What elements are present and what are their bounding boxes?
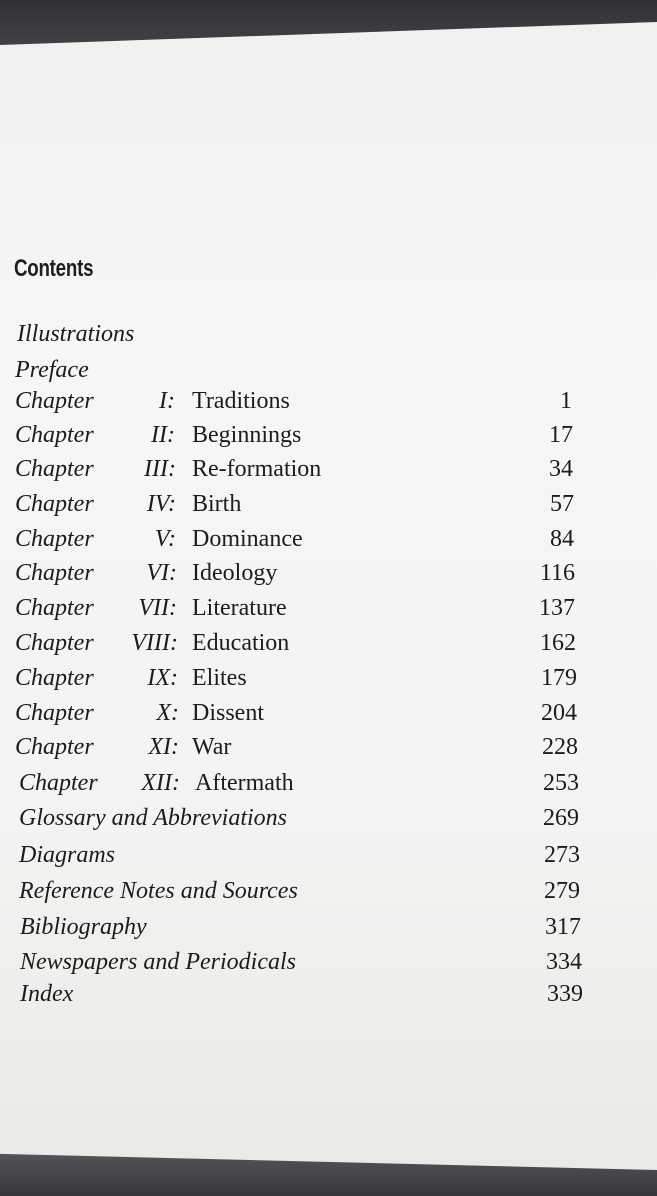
toc-entry-diagrams bbox=[0, 839, 657, 871]
chapter-title: Education bbox=[192, 630, 290, 656]
chapter-title: Elites bbox=[192, 665, 247, 691]
chapter-label: Chapter bbox=[15, 734, 94, 760]
chapter-title: Traditions bbox=[192, 388, 290, 414]
toc-entry-chapter-8 bbox=[0, 627, 657, 659]
page-number: 1 bbox=[560, 388, 572, 414]
toc-entry-reference-notes bbox=[0, 875, 657, 907]
chapter-numeral: IV: bbox=[146, 491, 176, 517]
page-number: 228 bbox=[542, 734, 578, 760]
chapter-title: Aftermath bbox=[195, 770, 294, 796]
chapter-numeral: X: bbox=[156, 700, 179, 726]
toc-entry-chapter-5 bbox=[0, 523, 657, 555]
chapter-numeral: I: bbox=[159, 388, 175, 414]
page-number: 279 bbox=[544, 878, 580, 904]
page-number: 34 bbox=[549, 456, 573, 482]
chapter-title: Birth bbox=[192, 491, 242, 517]
chapter-numeral: XII: bbox=[141, 770, 180, 796]
chapter-numeral: VI: bbox=[146, 560, 177, 586]
chapter-label: Chapter bbox=[15, 526, 94, 552]
toc-entry-title: Reference Notes and Sources bbox=[19, 878, 298, 904]
chapter-numeral: VIII: bbox=[131, 630, 178, 656]
chapter-label: Chapter bbox=[15, 595, 94, 621]
toc-entry-chapter-3 bbox=[0, 453, 657, 485]
chapter-label: Chapter bbox=[15, 665, 94, 691]
chapter-title: Ideology bbox=[192, 560, 278, 586]
toc-entry-preface bbox=[0, 354, 657, 386]
toc-entry-glossary bbox=[0, 802, 657, 834]
toc-entry-chapter-9 bbox=[0, 662, 657, 694]
chapter-label: Chapter bbox=[15, 491, 94, 517]
page-number: 269 bbox=[543, 805, 579, 831]
toc-entry-chapter-12 bbox=[0, 767, 657, 799]
page-number: 334 bbox=[546, 949, 582, 975]
toc-entry-chapter-4 bbox=[0, 488, 657, 520]
toc-entry-title: Preface bbox=[15, 357, 89, 383]
chapter-label: Chapter bbox=[15, 630, 94, 656]
toc-entry-chapter-10 bbox=[0, 697, 657, 729]
toc-entry-title: Index bbox=[20, 981, 74, 1007]
toc-entry-chapter-6 bbox=[0, 557, 657, 589]
chapter-title: Re-formation bbox=[192, 456, 322, 482]
page-number: 339 bbox=[547, 981, 583, 1007]
toc-entry-index bbox=[0, 978, 657, 1010]
chapter-title: Literature bbox=[192, 595, 287, 621]
chapter-label: Chapter bbox=[15, 700, 94, 726]
chapter-label: Chapter bbox=[15, 422, 94, 448]
page-number: 57 bbox=[550, 491, 574, 517]
chapter-title: Beginnings bbox=[192, 422, 302, 448]
toc-entry-title: Illustrations bbox=[17, 321, 135, 347]
chapter-label: Chapter bbox=[19, 770, 98, 796]
toc-entry-illustrations bbox=[0, 318, 657, 350]
page-number: 204 bbox=[541, 700, 577, 726]
page-number: 317 bbox=[545, 914, 581, 940]
contents-heading: Contents bbox=[14, 255, 94, 282]
toc-entry-chapter-2 bbox=[0, 419, 657, 451]
chapter-numeral: XI: bbox=[148, 734, 179, 760]
page-number: 17 bbox=[549, 422, 573, 448]
toc-entry-title: Bibliography bbox=[20, 914, 147, 940]
page-number: 84 bbox=[550, 526, 574, 552]
page-number: 253 bbox=[543, 770, 579, 796]
page-number: 137 bbox=[539, 595, 575, 621]
chapter-label: Chapter bbox=[15, 456, 94, 482]
chapter-title: Dominance bbox=[192, 526, 303, 552]
chapter-numeral: III: bbox=[144, 456, 176, 482]
page-number: 179 bbox=[541, 665, 577, 691]
toc-entry-chapter-7 bbox=[0, 592, 657, 624]
chapter-numeral: IX: bbox=[147, 665, 178, 691]
toc-entry-title: Glossary and Abbreviations bbox=[19, 805, 287, 831]
page-number: 273 bbox=[544, 842, 580, 868]
chapter-title: War bbox=[192, 734, 232, 760]
chapter-label: Chapter bbox=[15, 560, 94, 586]
toc-entry-newspapers bbox=[0, 946, 657, 978]
chapter-numeral: V: bbox=[154, 526, 176, 552]
page-number: 162 bbox=[540, 630, 576, 656]
chapter-label: Chapter bbox=[15, 388, 94, 414]
page-number: 116 bbox=[539, 560, 575, 586]
toc-entry-chapter-11 bbox=[0, 731, 657, 763]
toc-entry-title: Diagrams bbox=[19, 842, 116, 868]
toc-entry-title: Newspapers and Periodicals bbox=[20, 949, 296, 975]
chapter-numeral: VII: bbox=[138, 595, 177, 621]
chapter-numeral: II: bbox=[151, 422, 175, 448]
chapter-title: Dissent bbox=[192, 700, 264, 726]
toc-entry-bibliography bbox=[0, 911, 657, 943]
toc-entry-chapter-1 bbox=[0, 385, 657, 417]
